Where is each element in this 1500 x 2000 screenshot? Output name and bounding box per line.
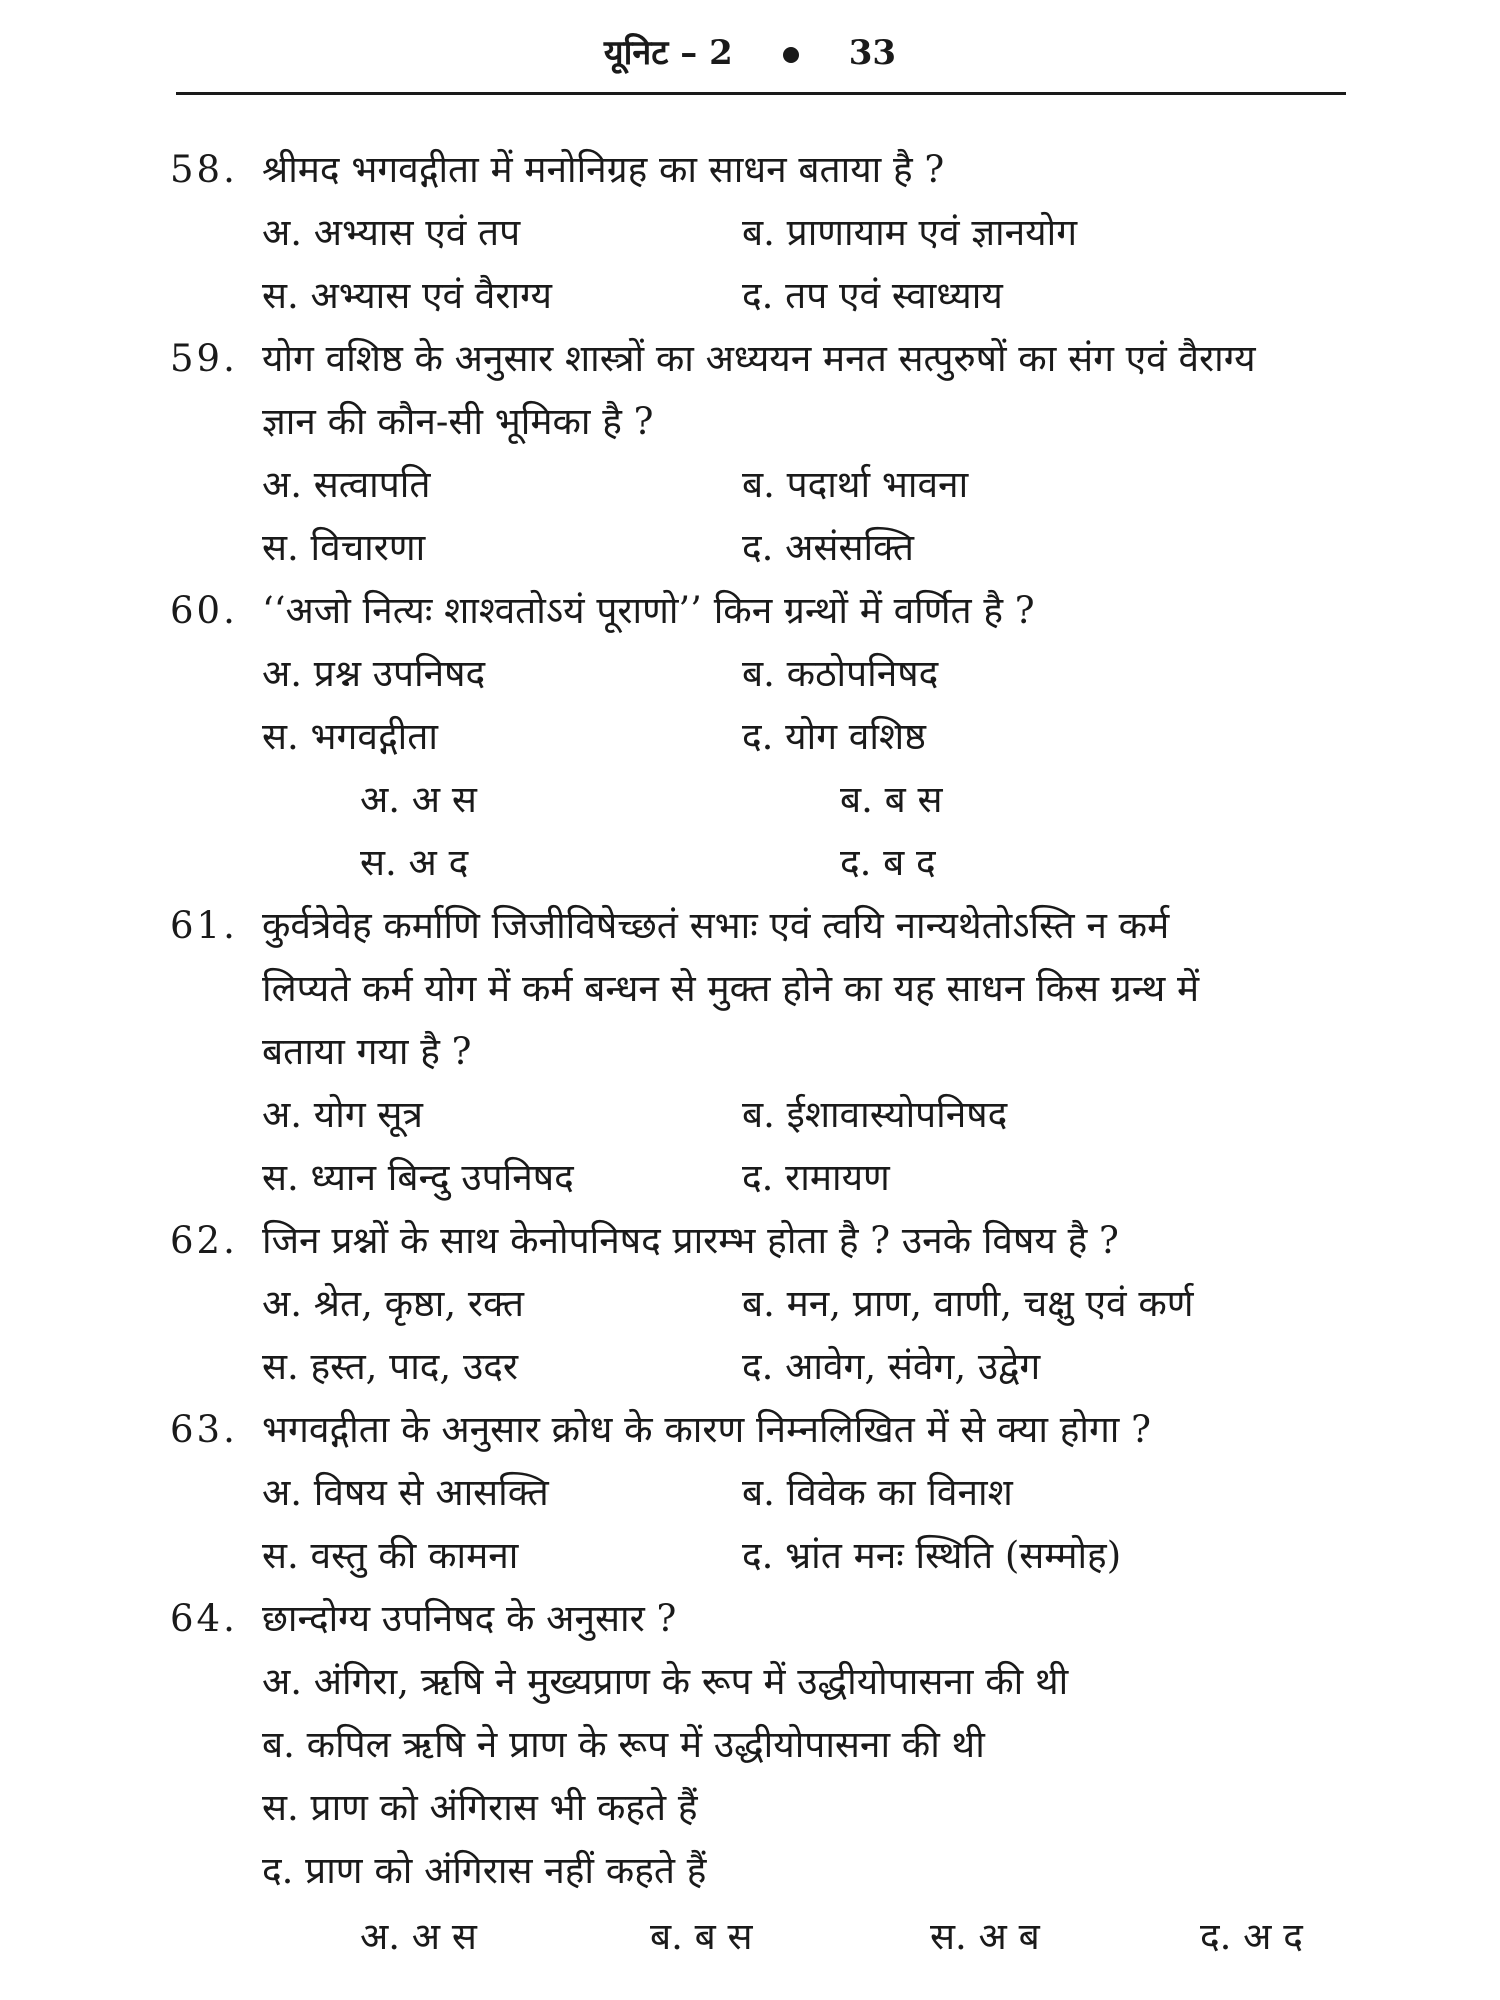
question-62	[0, 1209, 1500, 1398]
option-d: द. रामायण	[742, 1156, 890, 1199]
page-header	[0, 28, 1500, 74]
option-c: स. भगवद्गीता	[262, 715, 438, 758]
option-b: ब. पदार्था भावना	[742, 463, 969, 506]
header-rule	[176, 92, 1346, 95]
answer-d: द. ब द	[840, 841, 936, 884]
question-text: छान्दोग्य उपनिषद के अनुसार ?	[262, 1597, 677, 1640]
option-c: स. विचारणा	[262, 526, 426, 569]
option-d: द. योग वशिष्ठ	[742, 715, 926, 758]
option-d: द. तप एवं स्वाध्याय	[742, 274, 1003, 317]
question-text: भगवद्गीता के अनुसार क्रोध के कारण निम्नलिखित में से क्या होगा ?	[262, 1408, 1151, 1451]
option-a: अ. सत्वापति	[262, 463, 431, 506]
option-d: द. असंसक्ति	[742, 526, 914, 569]
option-c: स. वस्तु की कामना	[262, 1534, 519, 1577]
option-a: अ. अभ्यास एवं तप	[262, 211, 521, 254]
answer-a: अ. अ स	[360, 778, 477, 821]
option-a: अ. श्रेत, कृष्ठा, रक्त	[262, 1282, 524, 1325]
option-b: ब. विवेक का विनाश	[742, 1471, 1013, 1514]
page-number: 33	[848, 33, 897, 73]
answer-a: अ. अ स	[360, 1915, 477, 1958]
option-b: ब. मन, प्राण, वाणी, चक्षु एवं कर्ण	[742, 1282, 1194, 1325]
unit-title: यूनिट – 2	[603, 33, 733, 73]
bullet-icon	[783, 47, 799, 63]
question-number: 60.	[170, 589, 238, 632]
option-d: द. आवेग, संवेग, उद्वेग	[742, 1345, 1041, 1388]
question-text: ‘‘अजो नित्यः शाश्वतोऽयं पूराणो’’ किन ग्रन्थों में वर्णित है ?	[262, 589, 1035, 632]
answer-row	[0, 1902, 1500, 1972]
statement-a: अ. अंगिरा, ऋषि ने मुख्यप्राण के रूप में उद्धीयोपासना की थी	[262, 1660, 1069, 1703]
question-63	[0, 1398, 1500, 1587]
question-text: कुर्वत्रेवेह कर्माणि जिजीविषेच्छतं सभाः एवं त्वयि नान्यथेतोऽस्ति न कर्म	[262, 904, 1170, 947]
question-61	[0, 894, 1500, 1209]
answer-b: ब. ब स	[840, 778, 943, 821]
question-text: जिन प्रश्नों के साथ केनोपनिषद प्रारम्भ होता है ? उनके विषय है ?	[262, 1219, 1119, 1262]
answer-d: द. अ द	[1200, 1915, 1303, 1958]
option-d: द. भ्रांत मनः स्थिति (सम्मोह)	[742, 1534, 1122, 1577]
question-number: 64.	[170, 1597, 238, 1640]
option-b: ब. प्राणायाम एवं ज्ञानयोग	[742, 211, 1078, 254]
question-number: 59.	[170, 337, 238, 380]
option-a: अ. प्रश्न उपनिषद	[262, 652, 486, 695]
option-b: ब. कठोपनिषद	[742, 652, 939, 695]
question-64	[0, 1587, 1500, 1972]
option-a: अ. योग सूत्र	[262, 1093, 423, 1136]
answer-c: स. अ ब	[930, 1915, 1040, 1958]
question-number: 63.	[170, 1408, 238, 1451]
question-number: 61.	[170, 904, 238, 947]
question-text: लिप्यते कर्म योग में कर्म बन्धन से मुक्त होने का यह साधन किस ग्रन्थ में	[262, 967, 1200, 1010]
question-number: 58.	[170, 148, 238, 191]
question-58	[0, 138, 1500, 327]
option-c: स. ध्यान बिन्दु उपनिषद	[262, 1156, 574, 1199]
option-c: स. अभ्यास एवं वैराग्य	[262, 274, 552, 317]
question-text: श्रीमद भगवद्गीता में मनोनिग्रह का साधन बताया है ?	[262, 148, 945, 191]
option-c: स. हस्त, पाद, उदर	[262, 1345, 519, 1388]
option-a: अ. विषय से आसक्ति	[262, 1471, 549, 1514]
statement-c: स. प्राण को अंगिरास भी कहते हैं	[262, 1786, 698, 1829]
question-number: 62.	[170, 1219, 238, 1262]
question-text: ज्ञान की कौन-सी भूमिका है ?	[262, 400, 654, 443]
question-list	[0, 138, 1500, 1972]
question-text: योग वशिष्ठ के अनुसार शास्त्रों का अध्ययन मनत सत्पुरुषों का संग एवं वैराग्य	[262, 337, 1256, 380]
statement-b: ब. कपिल ऋषि ने प्राण के रूप में उद्धीयोपासना की थी	[262, 1723, 985, 1766]
question-text: बताया गया है ?	[262, 1030, 472, 1073]
option-b: ब. ईशावास्योपनिषद	[742, 1093, 1008, 1136]
question-59	[0, 327, 1500, 579]
statement-d: द. प्राण को अंगिरास नहीं कहते हैं	[262, 1849, 707, 1892]
answer-c: स. अ द	[360, 841, 469, 884]
answer-b: ब. ब स	[650, 1915, 753, 1958]
question-60	[0, 579, 1500, 894]
